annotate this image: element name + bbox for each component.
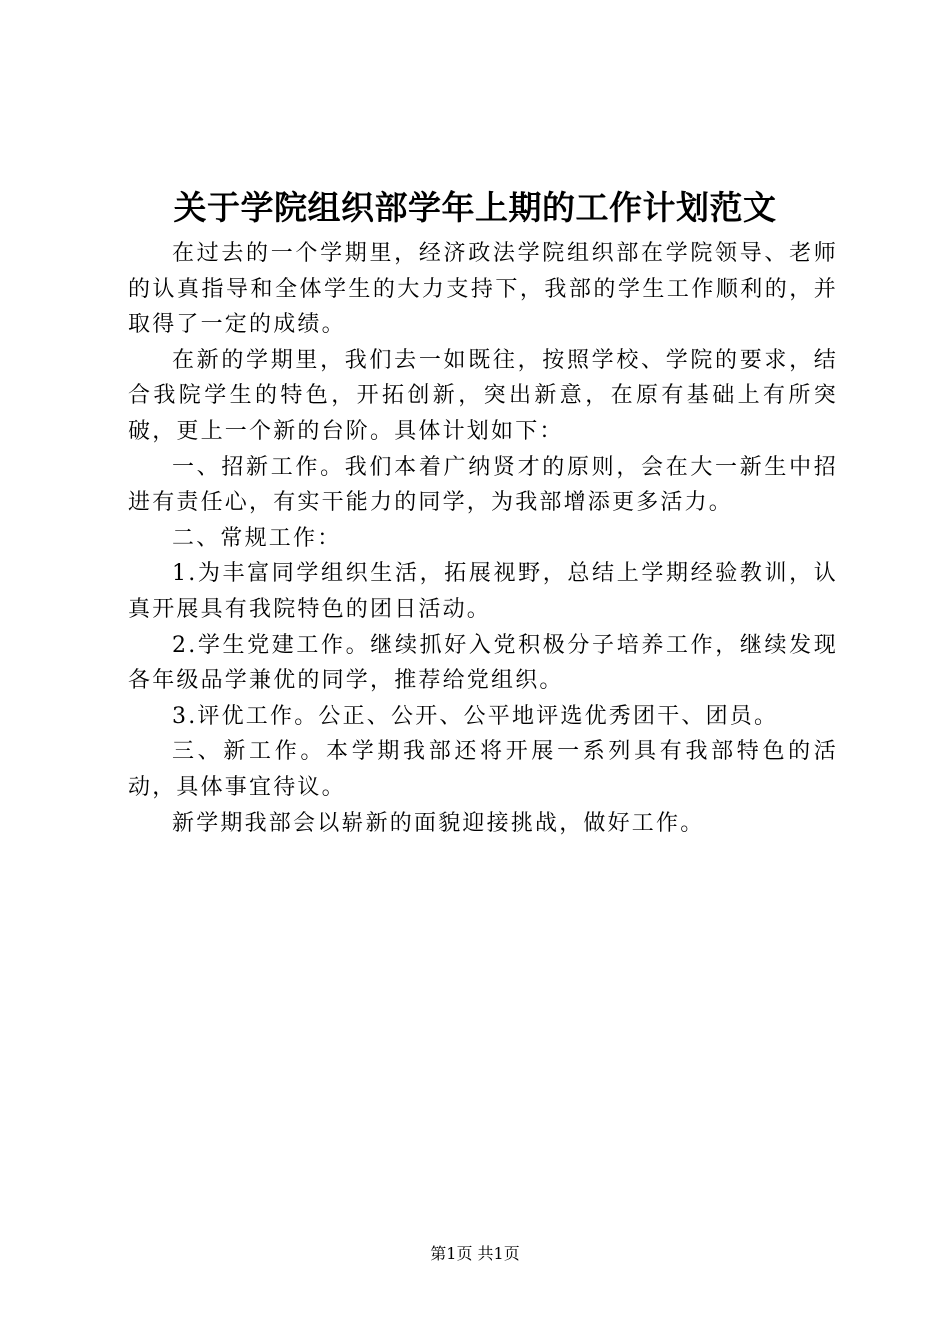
paragraph-routine-item-2: 2.学生党建工作。继续抓好入党积极分子培养工作，继续发现各年级品学兼优的同学，推荐给党组织。 — [128, 632, 838, 694]
paragraph-new-work: 三、新工作。本学期我部还将开展一系列具有我部特色的活动，具体事宜待议。 — [128, 739, 838, 800]
paragraph-recruitment: 一、招新工作。我们本着广纳贤才的原则，会在大一新生中招进有责任心，有实干能力的同学，为我部增添更多活力。 — [128, 454, 838, 516]
paragraph-routine-heading: 二、常规工作： — [172, 525, 342, 551]
page-number-footer: 第1页 共1页 — [430, 1244, 520, 1263]
document-body — [128, 236, 838, 841]
paragraph-intro: 在过去的一个学期里，经济政法学院组织部在学院领导、老师的认真指导和全体学生的大力支持下，我部的学生工作顺利的，并取得了一定的成绩。 — [128, 241, 838, 338]
paragraph-routine-item-1: 1.为丰富同学组织生活，拓展视野，总结上学期经验教训，认真开展具有我院特色的团日活动。 — [128, 561, 838, 622]
document-title: 关于学院组织部学年上期的工作计划范文 — [173, 188, 777, 227]
paragraph-routine-item-3: 3.评优工作。公正、公开、公平地评选优秀团干、团员。 — [172, 703, 779, 729]
paragraph-closing: 新学期我部会以崭新的面貌迎接挑战，做好工作。 — [172, 810, 705, 836]
paragraph-goals: 在新的学期里，我们去一如既往，按照学校、学院的要求，结合我院学生的特色，开拓创新，突出新意，在原有基础上有所突破，更上一个新的台阶。具体计划如下： — [128, 347, 838, 444]
